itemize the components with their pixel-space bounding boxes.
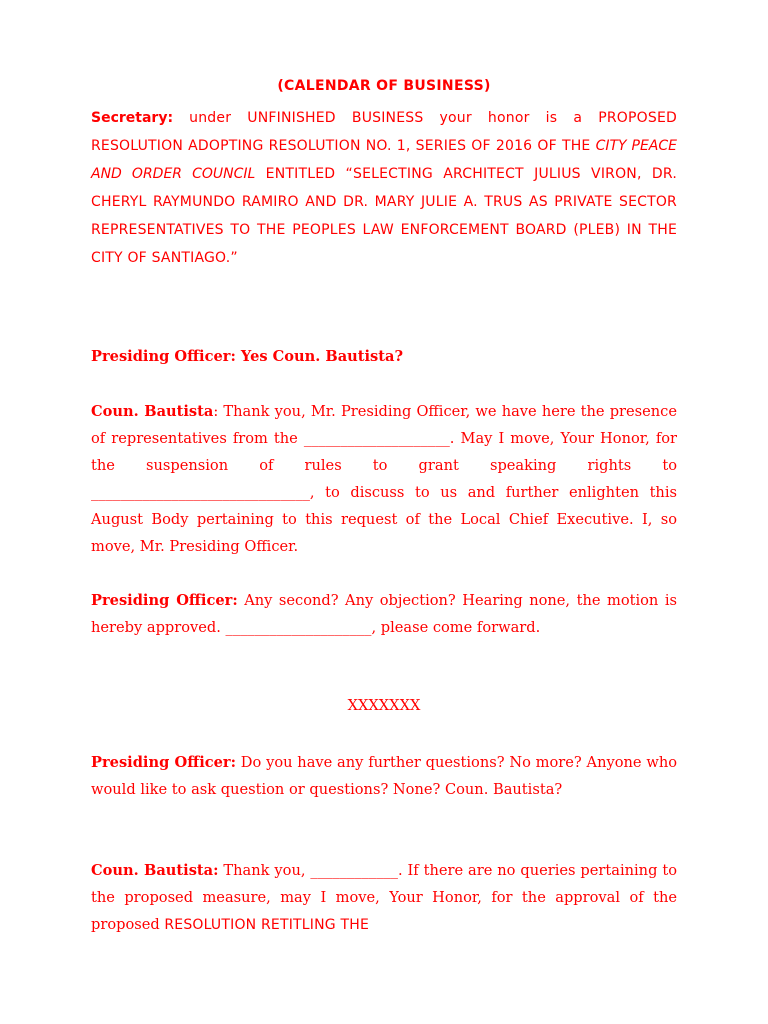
paragraph-secretary bbox=[91, 104, 677, 272]
speaker-label: Presiding Officer: bbox=[91, 754, 236, 771]
speaker-label: Presiding Officer: bbox=[91, 592, 238, 609]
paragraph-text: under UNFINISHED BUSINESS your honor is a PROPOSED RESOLUTION ADOPTING RESOLUTION NO. 1, SERIES OF 2016 OF THE bbox=[91, 110, 677, 154]
speaker-label: Coun. Bautista bbox=[91, 403, 214, 420]
resolution-title-caps: RESOLUTION RETITLING THE bbox=[164, 917, 370, 933]
speaker-label: Secretary: bbox=[91, 110, 174, 126]
section-separator: XXXXXXX bbox=[347, 697, 421, 714]
paragraph-coun-bautista-2 bbox=[91, 857, 677, 939]
document-title: (CALENDAR OF BUSINESS) bbox=[277, 78, 491, 94]
speaker-label: Coun. Bautista: bbox=[91, 862, 219, 879]
paragraph-text: Do you have any further questions? No more? Anyone who would like to ask question or questions? None? Coun. Bautista? bbox=[91, 754, 677, 798]
paragraph-presiding-officer-1 bbox=[91, 343, 677, 370]
paragraph-coun-bautista-1 bbox=[91, 398, 677, 560]
paragraph-text: : Thank you, Mr. Presiding Officer, we have here the presence of representatives from the ____________________. May I move, Your Honor, for the suspension of rules to grant speaking rights to ______________________________, to discuss to us and further enlighten this August Body pertaining to this request of the Local Chief Executive. I, so move, Mr. Presiding Officer. bbox=[91, 403, 677, 555]
paragraph-presiding-officer-2 bbox=[91, 587, 677, 641]
italic-council-name: CITY PEACE AND ORDER COUNCIL bbox=[91, 138, 677, 182]
paragraph-text: ENTITLED “SELECTING ARCHITECT JULIUS VIRON, DR. CHERYL RAYMUNDO RAMIRO AND DR. MARY JULIE A. TRUS AS PRIVATE SECTOR REPRESENTATIVES TO THE PEOPLES LAW ENFORCEMENT BOARD (PLEB) IN THE CITY OF SANTIAGO.” bbox=[91, 166, 677, 266]
paragraph-text: Thank you, ____________. If there are no queries pertaining to the proposed measure, may I move, Your Honor, for the approval of the proposed bbox=[91, 862, 677, 933]
speaker-line: Presiding Officer: Yes Coun. Bautista? bbox=[91, 348, 404, 365]
paragraph-presiding-officer-3 bbox=[91, 749, 677, 803]
paragraph-text: Any second? Any objection? Hearing none, the motion is hereby approved. ____________________, please come forward. bbox=[91, 592, 677, 636]
